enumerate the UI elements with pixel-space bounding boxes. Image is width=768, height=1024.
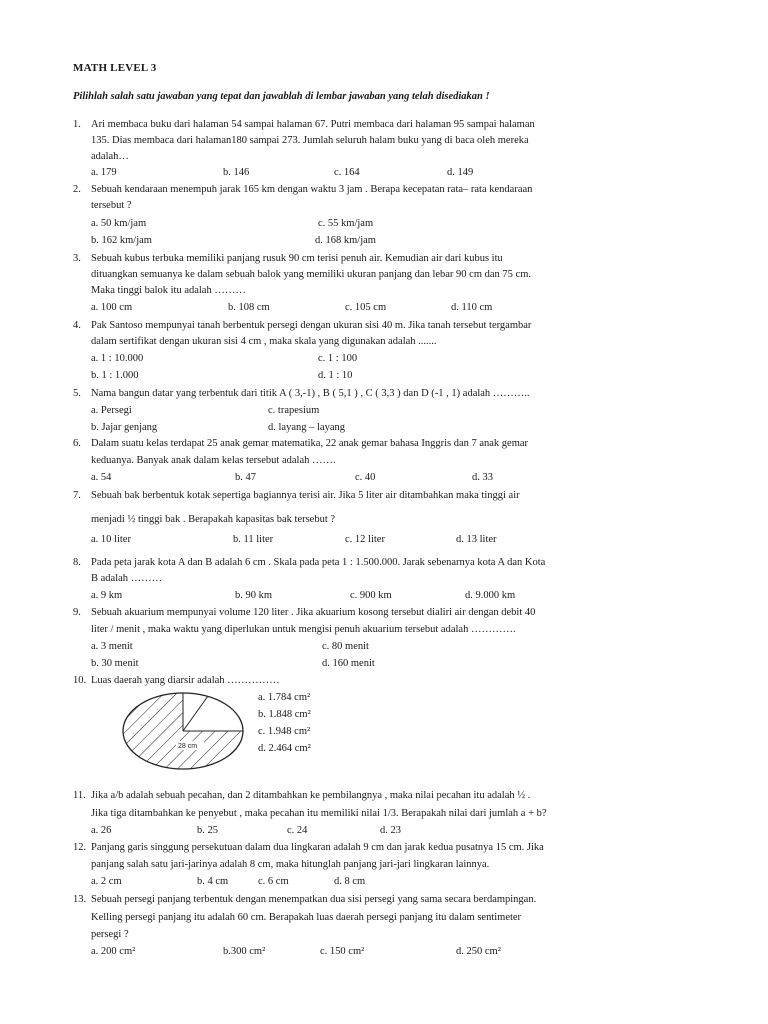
option-c[interactable]: c. 150 cm²: [320, 946, 365, 957]
option-a[interactable]: a. 26: [91, 825, 112, 836]
radius-label: 28 cm: [178, 743, 198, 750]
shaded-circle-figure: [118, 688, 248, 774]
option-a[interactable]: a. 179: [91, 167, 117, 178]
question-number: 3.: [73, 253, 81, 264]
option-a[interactable]: a. 3 menit: [91, 641, 133, 652]
option-d[interactable]: d. 149: [447, 167, 474, 178]
option-a[interactable]: a. 1.784 cm²: [258, 692, 311, 703]
option-d[interactable]: d. 23: [380, 825, 401, 836]
question-number: 2.: [73, 184, 81, 195]
question-13-line-1: Sebuah persegi panjang terbentuk dengan menempatkan dua sisi persegi yang sama secara berdampingan.: [91, 894, 537, 905]
question-3-line-2: dituangkan semuanya ke dalam sebuah balok yang memiliki ukuran panjang dan lebar 90 cm dan 75 cm.: [91, 269, 531, 280]
question-9-line-1: Sebuah akuarium mempunyai volume 120 liter . Jika akuarium kosong tersebut dialiri air dengan debit 40: [91, 607, 536, 618]
option-a[interactable]: a. 10 liter: [91, 534, 131, 545]
option-b[interactable]: b. 108 cm: [228, 302, 270, 313]
option-c[interactable]: c. 40: [355, 472, 376, 483]
question-2-line-1: Sebuah kendaraan menempuh jarak 165 km dengan waktu 3 jam . Berapa kecepatan rata– rata kendaraan: [91, 184, 533, 195]
question-number: 9.: [73, 607, 81, 618]
question-1-line-3: adalah…: [91, 151, 129, 162]
question-number: 1.: [73, 119, 81, 130]
question-number: 7.: [73, 490, 81, 501]
option-a[interactable]: a. 2 cm: [91, 876, 122, 887]
option-a[interactable]: a. 100 cm: [91, 302, 133, 313]
option-b[interactable]: b. 47: [235, 472, 256, 483]
question-3-line-3: Maka tinggi balok itu adalah ………: [91, 285, 246, 296]
option-b[interactable]: b. 25: [197, 825, 218, 836]
option-d[interactable]: d. 9.000 km: [465, 590, 516, 601]
question-1-line-1: Ari membaca buku dari halaman 54 sampai halaman 67. Putri membaca dari halaman 95 sampai halaman: [91, 119, 535, 130]
question-number: 11.: [73, 790, 86, 801]
question-6-line-2: keduanya. Banyak anak dalam kelas tersebut adalah …….: [91, 455, 336, 466]
option-d[interactable]: d. 160 menit: [322, 658, 375, 669]
option-b[interactable]: b. 4 cm: [197, 876, 229, 887]
option-b[interactable]: b. 30 menit: [91, 658, 139, 669]
option-b[interactable]: b. 11 liter: [233, 534, 274, 545]
question-4-line-2: dalam sertifikat dengan ukuran sisi 4 cm , maka skala yang digunakan adalah .......: [91, 336, 437, 347]
option-c[interactable]: c. 1 : 100: [318, 353, 358, 364]
question-number: 6.: [73, 438, 81, 449]
question-3-line-1: Sebuah kubus terbuka memiliki panjang rusuk 90 cm terisi penuh air. Kemudian air dari kubus itu: [91, 253, 503, 264]
option-b[interactable]: b. 146: [223, 167, 250, 178]
question-11-line-1: Jika a/b adalah sebuah pecahan, dan 2 ditambahkan ke pembilangnya , maka nilai pecahan itu adalah ½ .: [91, 790, 531, 801]
question-7-line-2: menjadi ½ tinggi bak . Berapakah kapasitas bak tersebut ?: [91, 514, 336, 525]
option-c[interactable]: c. 24: [287, 825, 308, 836]
option-a[interactable]: a. Persegi: [91, 405, 132, 416]
question-5-line-1: Nama bangun datar yang terbentuk dari titik A ( 3,-1) , B ( 5,1 ) , C ( 3,3 ) dan D (-1 , 1) adalah ………..: [91, 388, 530, 399]
question-8-line-2: B adalah ………: [91, 573, 163, 584]
option-b[interactable]: b.300 cm²: [223, 946, 266, 957]
option-c[interactable]: c. 12 liter: [345, 534, 385, 545]
question-1-line-2: 135. Dias membaca dari halaman180 sampai 273. Jumlah seluruh halam buku yang di baca oleh mereka: [91, 135, 529, 146]
question-13-line-2: Kelling persegi panjang itu adalah 60 cm. Berapakah luas daerah persegi panjang itu dalam sentimeter: [91, 912, 522, 923]
question-number: 4.: [73, 320, 81, 331]
option-d[interactable]: d. 168 km/jam: [315, 235, 376, 246]
question-11-line-2: Jika tiga ditambahkan ke penyebut , maka pecahan itu memiliki nilai 1/3. Berapakah nilai dari jumlah a + b?: [91, 808, 547, 819]
option-c[interactable]: c. 1.948 cm²: [258, 726, 311, 737]
question-7-line-1: Sebuah bak berbentuk kotak sepertiga bagiannya terisi air. Jika 5 liter air ditambahkan maka tinggi air: [91, 490, 520, 501]
option-d[interactable]: d. 110 cm: [451, 302, 493, 313]
instructions: Pilihlah salah satu jawaban yang tepat dan jawablah di lembar jawaban yang telah disediakan !: [73, 91, 490, 102]
question-number: 13.: [73, 894, 87, 905]
option-c[interactable]: c. 55 km/jam: [318, 218, 374, 229]
option-b[interactable]: b. 162 km/jam: [91, 235, 152, 246]
question-number: 8.: [73, 557, 81, 568]
option-d[interactable]: d. 13 liter: [456, 534, 497, 545]
question-6-line-1: Dalam suatu kelas terdapat 25 anak gemar matematika, 22 anak gemar bahasa Inggris dan 7 anak gemar: [91, 438, 529, 449]
option-d[interactable]: d. 8 cm: [334, 876, 366, 887]
option-c[interactable]: c. 80 menit: [322, 641, 369, 652]
question-9-line-2: liter / menit , maka waktu yang diperlukan untuk mengisi penuh akuarium tersebut adalah ………….: [91, 624, 516, 635]
worksheet-title: MATH LEVEL 3: [73, 62, 157, 74]
option-d[interactable]: d. layang – layang: [268, 422, 345, 433]
option-a[interactable]: a. 200 cm²: [91, 946, 136, 957]
option-d[interactable]: d. 1 : 10: [318, 370, 353, 381]
question-12-line-1: Panjang garis singgung persekutuan dalam dua lingkaran adalah 9 cm dan jarak kedua pusatnya 15 cm. Jika: [91, 842, 544, 853]
option-a[interactable]: a. 54: [91, 472, 112, 483]
question-12-line-2: panjang salah satu jari-jarinya adalah 8 cm, maka hitunglah panjang jari-jari lingkaran lainnya.: [91, 859, 490, 870]
option-c[interactable]: c. 105 cm: [345, 302, 387, 313]
option-b[interactable]: b. 90 km: [235, 590, 273, 601]
option-b[interactable]: b. Jajar genjang: [91, 422, 158, 433]
question-number: 5.: [73, 388, 81, 399]
question-8-line-1: Pada peta jarak kota A dan B adalah 6 cm . Skala pada peta 1 : 1.500.000. Jarak sebenarnya kota A dan Kota: [91, 557, 546, 568]
option-a[interactable]: a. 50 km/jam: [91, 218, 147, 229]
question-10-line-1: Luas daerah yang diarsir adalah ……………: [91, 675, 280, 686]
option-d[interactable]: d. 250 cm²: [456, 946, 501, 957]
option-d[interactable]: d. 2.464 cm²: [258, 743, 311, 754]
option-a[interactable]: a. 1 : 10.000: [91, 353, 144, 364]
option-d[interactable]: d. 33: [472, 472, 493, 483]
question-number: 12.: [73, 842, 87, 853]
option-b[interactable]: b. 1.848 cm²: [258, 709, 311, 720]
option-b[interactable]: b. 1 : 1.000: [91, 370, 139, 381]
question-number: 10.: [73, 675, 87, 686]
option-c[interactable]: c. trapesium: [268, 405, 320, 416]
option-a[interactable]: a. 9 km: [91, 590, 123, 601]
option-c[interactable]: c. 164: [334, 167, 360, 178]
option-c[interactable]: c. 900 km: [350, 590, 392, 601]
question-13-line-3: persegi ?: [91, 929, 129, 940]
option-c[interactable]: c. 6 cm: [258, 876, 289, 887]
question-2-line-2: tersebut ?: [91, 200, 132, 211]
question-4-line-1: Pak Santoso mempunyai tanah berbentuk persegi dengan ukuran sisi 40 m. Jika tanah tersebut tergambar: [91, 320, 532, 331]
